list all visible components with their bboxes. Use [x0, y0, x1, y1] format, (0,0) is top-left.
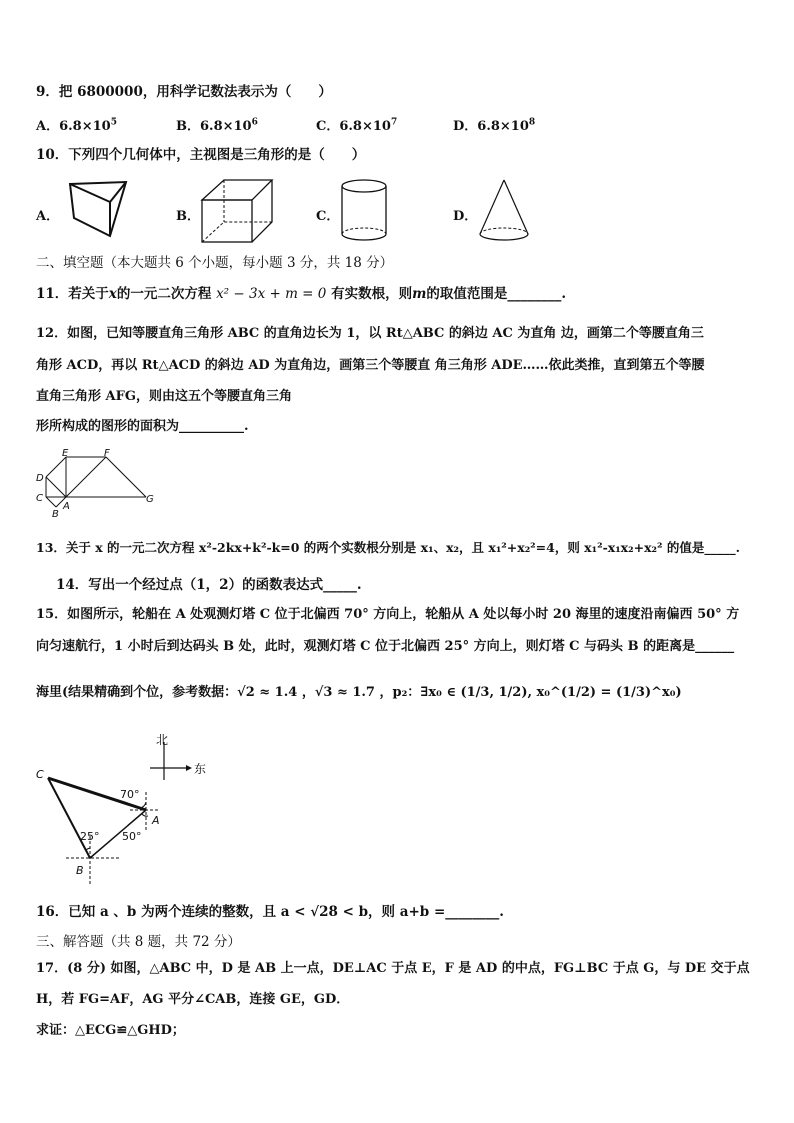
angle-70-label: 70°	[120, 788, 140, 801]
q10-option-d: D．	[453, 209, 478, 224]
section-3-heading: 三、解答题（共 8 题，共 72 分）	[36, 934, 241, 950]
section-2-heading: 二、填空题（本大题共 6 个小题，每小题 3 分，共 18 分）	[36, 255, 394, 271]
q15-line-1: 15．如图所示，轮船在 A 处观测灯塔 C 位于北偏西 70° 方向上，轮船从 A 处以每小时 20 海里的速度沿南偏西 50° 方	[36, 607, 740, 622]
q11-text: 11．若关于x的一元二次方程 x² − 3x + m = 0 有实数根，则m的取值范围是________.	[36, 286, 567, 302]
q9-stem: 9．把 6800000，用科学记数法表示为（ ）	[36, 84, 332, 100]
cube-figure	[200, 178, 276, 244]
q17-line-1: 17．(8 分) 如图，△ABC 中，D 是 AB 上一点，DE⊥AC 于点 E，F 是 AD 的中点，FG⊥BC 于点 G，与 DE 交于点	[36, 961, 750, 976]
cone-figure	[476, 178, 532, 244]
q9-option-d: D．$6.8\times 10^8$	[453, 117, 536, 134]
prism-figure	[66, 178, 136, 240]
q12-line-4: 形所构成的图形的面积为__________.	[36, 419, 249, 434]
q15-line-2: 向匀速航行，1 小时后到达码头 B 处，此时，观测灯塔 C 位于北偏西 25° 方向上，则灯塔 C 与码头 B 的距离是______	[36, 639, 735, 654]
q15-label-c: C	[36, 768, 44, 781]
q12-figure	[34, 446, 158, 518]
q12-line-2: 角形 ACD，再以 Rt△ACD 的斜边 AD 为直角边，画第三个等腰直 角三角形 ADE……依此类推，直到第五个等腰	[36, 358, 705, 373]
q12-line-3: 直角三角形 AFG，则由这五个等腰直角三角	[36, 389, 292, 404]
q9-option-c: C．$6.8\times 10^7$	[316, 117, 398, 134]
q12-label-b: B	[52, 509, 59, 520]
q10-option-c: C．	[316, 209, 340, 224]
angle-50-label: 50°	[122, 830, 142, 843]
q12-label-d: D	[36, 473, 44, 484]
q12-label-e: E	[62, 448, 69, 459]
east-label: 东	[194, 762, 207, 776]
q17-line-2: H，若 FG=AF，AG 平分∠CAB，连接 GE，GD．	[36, 992, 350, 1007]
q12-label-c: C	[36, 493, 43, 504]
q16-text: 16．已知 a 、b 为两个连续的整数，且 a < √28 < b，则 a+b =________.	[36, 904, 504, 920]
q14-text: 14．写出一个经过点（1，2）的函数表达式_____.	[56, 577, 362, 593]
q10-option-a: A．	[36, 209, 60, 224]
q15-figure	[36, 732, 216, 888]
north-label: 北	[156, 733, 169, 747]
q15-label-a: A	[152, 814, 160, 827]
q17-line-3: 求证：△ECG≌△GHD；	[36, 1023, 185, 1038]
q9-option-b: B．$6.8\times 10^6$	[176, 117, 258, 134]
q12-label-a: A	[63, 501, 70, 512]
angle-25-label: 25°	[80, 830, 100, 843]
q15-line-3: 海里(结果精确到个位，参考数据：√2 ≈ 1.4 ，√3 ≈ 1.7 ，p₂：∃x₀ ∈ (1/3, 1/2), x₀^(1/2) = (1/3)^x₀)	[36, 685, 682, 700]
q12-line-1: 12．如图，已知等腰直角三角形 ABC 的直角边长为 1，以 Rt△ABC 的斜边 AC 为直角 边，画第二个等腰直角三	[36, 326, 704, 341]
q10-stem: 10．下列四个几何体中，主视图是三角形的是（ ）	[36, 147, 366, 163]
q9-option-a: A．$6.8\times 10^5$	[36, 117, 117, 134]
cylinder-figure	[340, 178, 390, 242]
q12-label-g: G	[146, 494, 154, 505]
q10-option-b: B．	[176, 209, 200, 224]
q13-text: 13．关于 x 的一元二次方程 x²-2kx+k²-k=0 的两个实数根分别是 x₁、x₂，且 x₁²+x₂²=4，则 x₁²-x₁x₂+x₂² 的值是_____.	[36, 540, 740, 555]
q12-label-f: F	[104, 448, 110, 459]
q15-label-b: B	[76, 864, 84, 877]
